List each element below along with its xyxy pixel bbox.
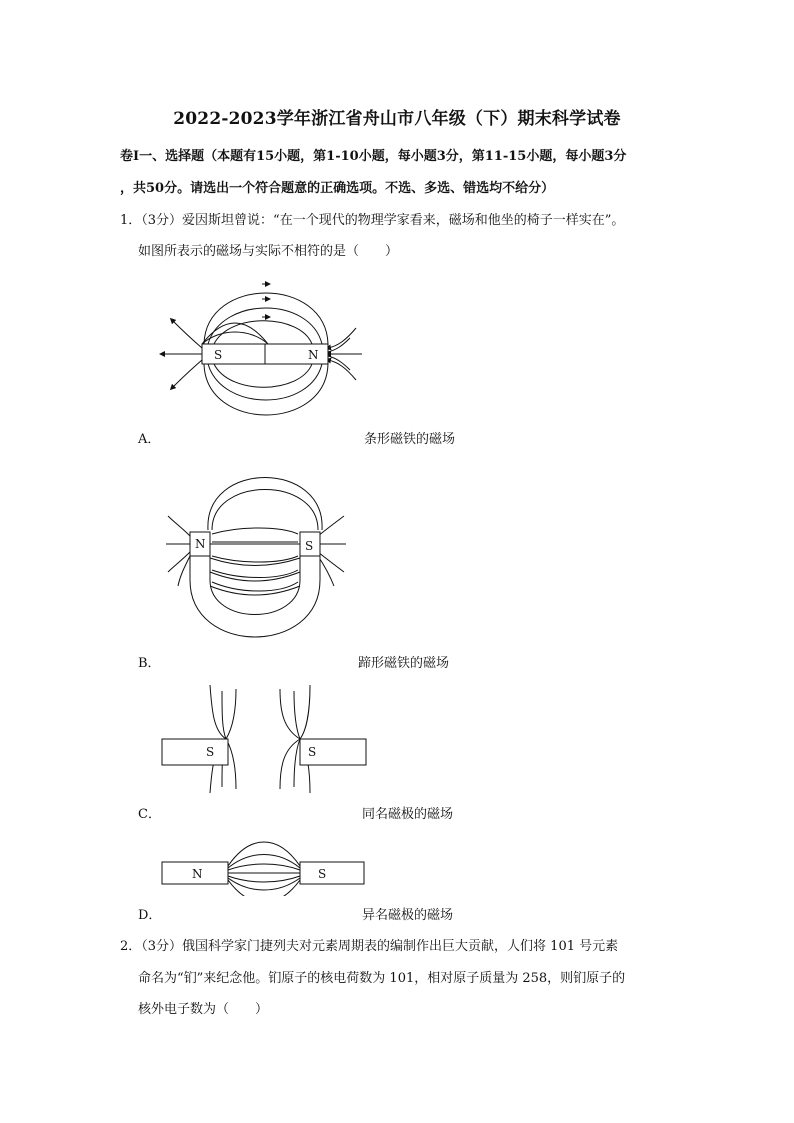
figure-b-horseshoe-magnet: [150, 456, 380, 644]
figure-c-pole-right: S: [308, 745, 317, 759]
option-a-caption: 条形磁铁的磁场: [364, 432, 456, 447]
figure-b-pole-right: S: [305, 539, 314, 553]
figure-a-pole-left: S: [214, 348, 223, 362]
figure-c-like-poles: [160, 683, 370, 795]
section-header-line2: ，共50分。请选出一个符合题意的正确选项。不选、多选、错选均不给分）: [120, 181, 555, 196]
figure-b-pole-left: N: [195, 537, 206, 551]
figure-d-unlike-poles: [160, 826, 366, 896]
question-2-line2: 命名为“钔”来纪念他。钔原子的核电荷数为 101，相对原子质量为 258，则钔原子的: [138, 971, 626, 986]
question-1-line1: 1．（3分）爱因斯坦曾说：“在一个现代的物理学家看来，磁场和他坐的椅子一样实在”。: [120, 213, 625, 228]
option-d-caption: 异名磁极的磁场: [362, 908, 454, 923]
option-b-caption: 蹄形磁铁的磁场: [358, 656, 450, 671]
question-2-line1: 2．（3分）俄国科学家门捷列夫对元素周期表的编制作出巨大贡献，人们将 101 号元素: [120, 939, 619, 954]
question-1-line2: 如图所表示的磁场与实际不相符的是（ ）: [138, 244, 399, 259]
figure-a-bar-magnet: [150, 266, 380, 442]
question-2-line3: 核外电子数为（ ）: [138, 1002, 269, 1017]
figure-c-pole-left: S: [206, 745, 215, 759]
option-d-label[interactable]: D．: [138, 908, 162, 923]
figure-d-pole-left: N: [192, 867, 203, 881]
figure-d-pole-right: S: [318, 867, 327, 881]
option-c-caption: 同名磁极的磁场: [362, 807, 454, 822]
section-header-line1: 卷Ⅰ一、选择题（本题有15小题，第1-10小题，每小题3分，第11-15小题，每小题3分: [120, 149, 627, 164]
figure-a-pole-right: N: [308, 348, 319, 362]
option-b-label[interactable]: B．: [138, 656, 161, 671]
option-c-label[interactable]: C．: [138, 807, 161, 822]
page-title: 2022-2023学年浙江省舟山市八年级（下）期末科学试卷: [173, 109, 621, 129]
option-a-label[interactable]: A．: [138, 432, 161, 447]
